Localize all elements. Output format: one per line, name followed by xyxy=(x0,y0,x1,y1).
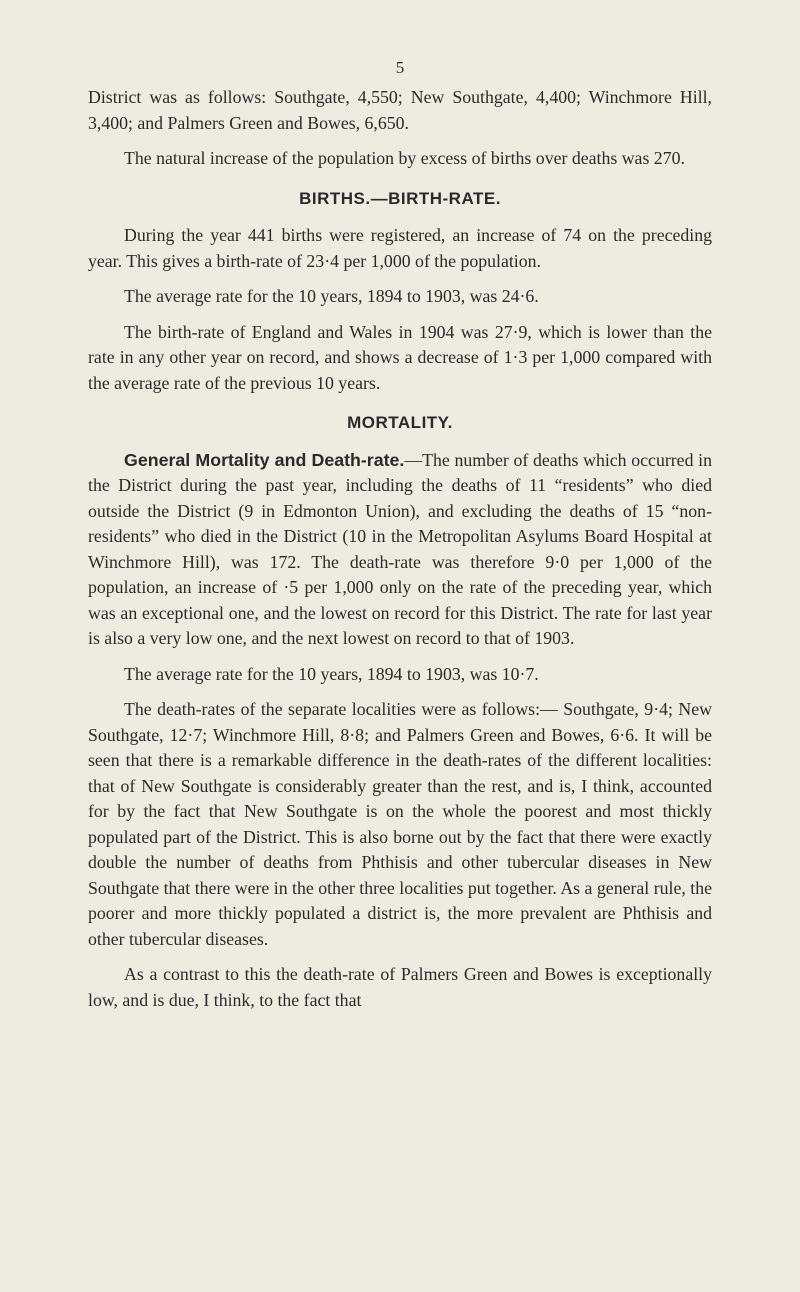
paragraph-england-wales-birth-rate: The birth-rate of England and Wales in 1904 was 27·9, which is lower than the rate in any other year on record, and shows a decrease of 1·3 per 1,000 compared with the average rate of the previous 10 years. xyxy=(88,321,712,393)
paragraph-general-mortality-text: —The number of deaths which occurred in the District during the past year, including the deaths of 11 “residents” who died outside the District (9 in Edmonton Union), and excluding the deaths of 15 “non-residents” who died in the District (10 in the Metropolitan Asylums Board Hospital at Winchmore Hill), was 172. The death-rate was therefore 9·0 per 1,000 of the population, an increase of ·5 per 1,000 only on the rate of the preceding year, which was an exceptional one, and the lowest on record for this District. The rate for last year is also a very low one, and the next lowest on record to that of 1903. xyxy=(88,449,712,648)
paragraph-locality-death-rates: The death-rates of the separate localities were as follows:— Southgate, 9·4; New Southgate, 12·7; Winchmore Hill, 8·8; and Palmers Green and Bowes, 6·6. It will be seen that there is a remarkable difference in the death-rates of the different localities: that of New Southgate is considerably greater than the rest, and is, I think, accounted for by the fact that New Southgate is on the whole the poorest and most thickly populated part of the District. This is also borne out by the fact that there were exactly double the number of deaths from Phthisis and other tubercular diseases in New Southgate that there were in the other three localities put together. As a general rule, the poorer and more thickly populated a district is, the more prevalent are Phthisis and other tubercular diseases. xyxy=(88,699,712,949)
page-body xyxy=(88,85,712,1023)
paragraph-natural-increase: The natural increase of the population by excess of births over deaths was 270. xyxy=(124,148,685,168)
heading-births: BIRTHS.—BIRTH-RATE. xyxy=(299,188,501,208)
paragraph-average-birth-rate: The average rate for the 10 years, 1894 to 1903, was 24·6. xyxy=(124,286,539,306)
page-number: 5 xyxy=(395,58,405,77)
paragraph-general-mortality xyxy=(88,448,712,652)
heading-mortality: MORTALITY. xyxy=(347,413,453,432)
paragraph-births-registered: During the year 441 births were registered, an increase of 74 on the preceding year. This gives a birth-rate of 23·4 per 1,000 of the population. xyxy=(88,225,712,271)
paragraph-average-death-rate: The average rate for the 10 years, 1894 to 1903, was 10·7. xyxy=(124,663,539,684)
paragraph-palmers-green-contrast: As a contrast to this the death-rate of Palmers Green and Bowes is exceptionally low, and is due, I think, to the fact that xyxy=(88,964,712,1010)
paragraph-population-by-locality: District was as follows: Southgate, 4,550; New Southgate, 4,400; Winchmore Hill, 3,400; and Palmers Green and Bowes, 6,650. xyxy=(88,87,712,133)
subheading-general-mortality: General Mortality and Death-rate. xyxy=(124,449,405,470)
